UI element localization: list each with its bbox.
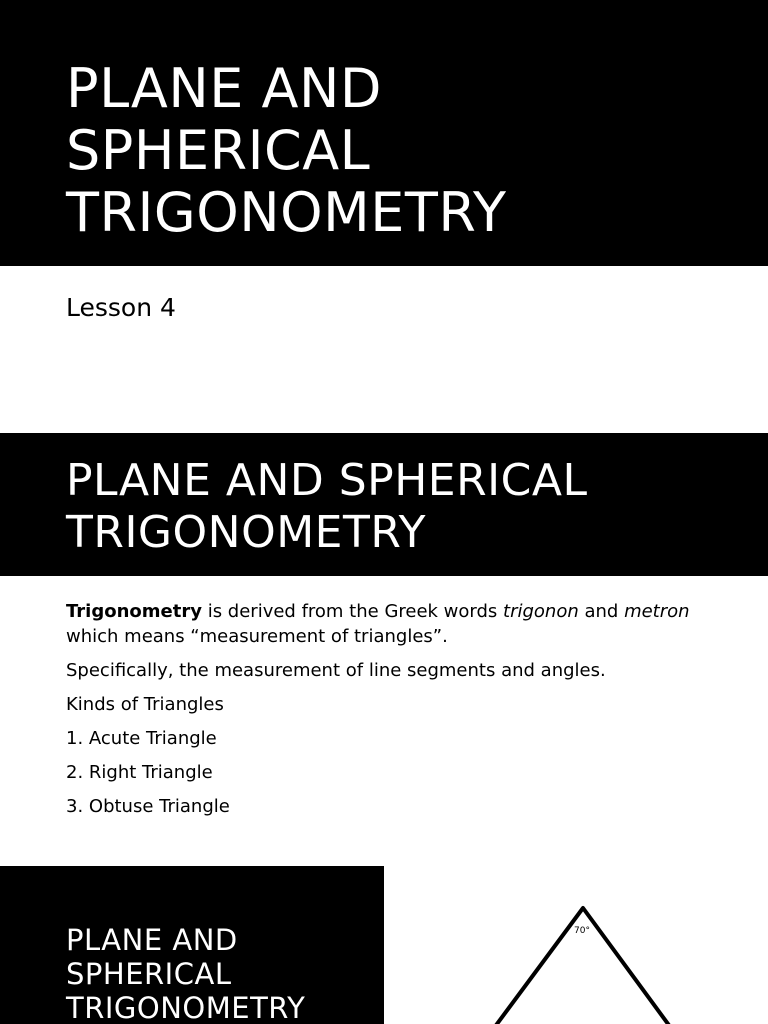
apex-angle-label: 70°	[574, 926, 590, 936]
definition-text: is derived from the Greek words	[201, 601, 504, 622]
kinds-heading: Kinds of Triangles	[66, 694, 224, 715]
list-item: 2. Right Triangle	[66, 762, 213, 783]
title-line: TRIGONOMETRY	[66, 181, 507, 244]
specifically-paragraph: Specifically, the measurement of line segments and angles.	[66, 660, 606, 681]
list-item: 1. Acute Triangle	[66, 728, 217, 749]
definition-term: Trigonometry	[66, 601, 202, 622]
greek-word-metron: metron	[624, 601, 690, 622]
slide-body	[66, 599, 716, 828]
slide-heading	[66, 923, 366, 1024]
lesson-subtitle: Lesson 4	[66, 293, 176, 322]
slide-acute-triangle	[0, 866, 768, 1024]
title-line: PLANE AND SPHERICAL	[66, 455, 588, 506]
title-line: SPHERICAL	[66, 957, 232, 991]
title-line: PLANE AND	[66, 57, 382, 120]
list-item: 3. Obtuse Triangle	[66, 796, 230, 817]
kinds-list	[66, 726, 716, 819]
title-line: TRIGONOMETRY	[66, 507, 426, 558]
slide-definition	[0, 433, 768, 854]
slide-title	[0, 0, 768, 421]
greek-word-trigonon: trigonon	[503, 601, 579, 622]
slide-title-heading	[66, 58, 746, 244]
triangle-figure	[384, 866, 768, 1024]
definition-text: which means “measurement of triangles”.	[66, 626, 448, 647]
title-line: PLANE AND	[66, 923, 238, 957]
title-line: SPHERICAL	[66, 119, 371, 182]
slide-heading	[66, 455, 746, 559]
definition-paragraph	[66, 599, 716, 649]
definition-text: and	[578, 601, 625, 622]
title-line: TRIGONOMETRY	[66, 991, 306, 1024]
